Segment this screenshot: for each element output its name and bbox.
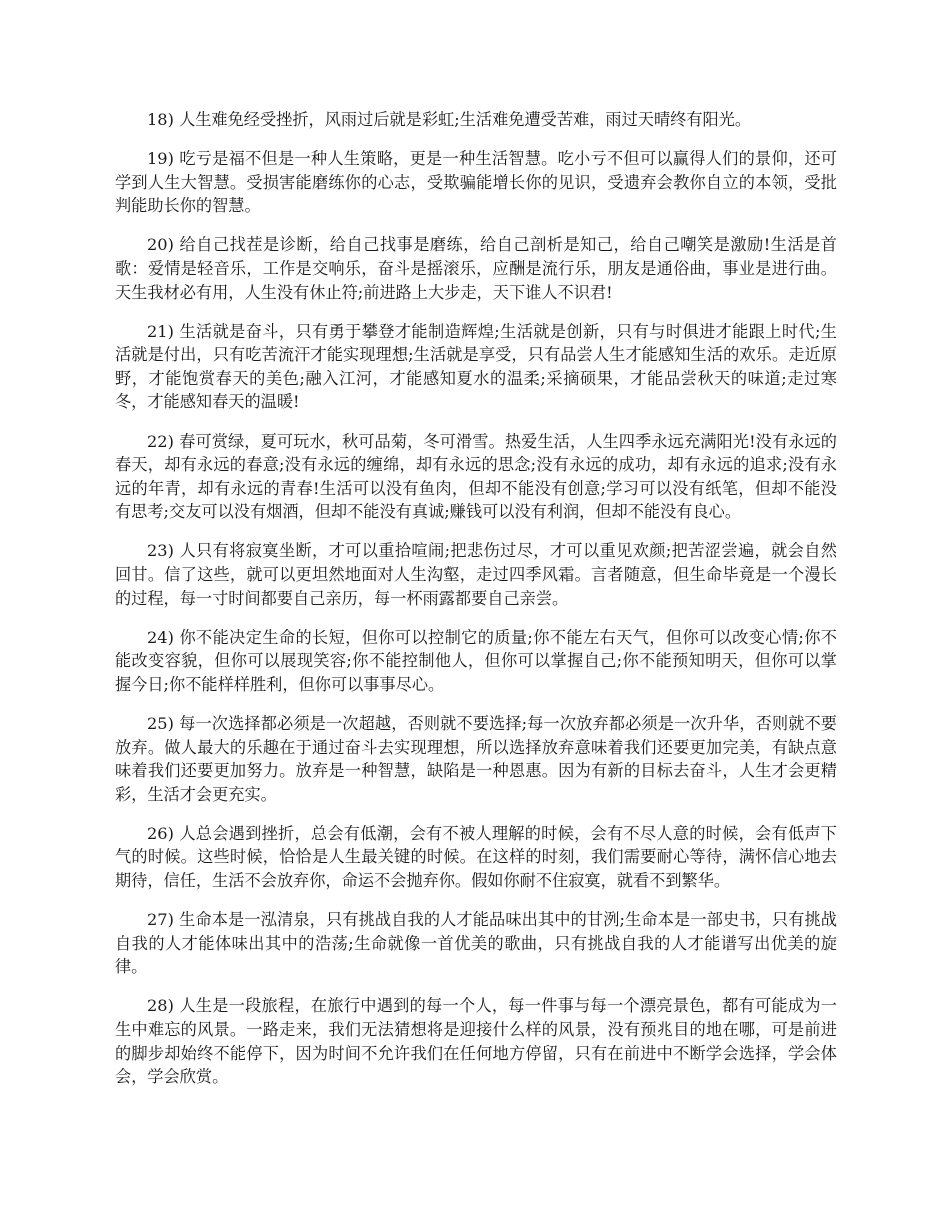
document-body xyxy=(115,108,837,1104)
paragraph-25: 25) 每一次选择都必须是一次超越，否则就不要选择;每一次放弃都必须是一次升华，否则就不要放弃。做人最大的乐趣在于通过奋斗去实现理想，所以选择放弃意味着我们还要更加完美，有缺点意味着我们还要更加努力。放弃是一种智慧，缺陷是一种恩惠。因为有新的目标去奋斗，人生才会更精彩，生活才会更充实。 xyxy=(115,713,837,804)
paragraph-26: 26) 人总会遇到挫折，总会有低潮，会有不被人理解的时候，会有不尽人意的时候，会有低声下气的时候。这些时候，恰恰是人生最关键的时候。在这样的时刻，我们需要耐心等待，满怀信心地去期待，信任，生活不会放弃你，命运不会抛弃你。假如你耐不住寂寞，就看不到繁华。 xyxy=(115,823,837,891)
paragraph-23: 23) 人只有将寂寞坐断，才可以重拾喧闹;把悲伤过尽，才可以重见欢颜;把苦涩尝遍，就会自然回甘。信了这些，就可以更坦然地面对人生沟壑，走过四季风霜。言者随意，但生命毕竟是一个漫长的过程，每一寸时间都要自己亲历，每一杯雨露都要自己亲尝。 xyxy=(115,541,837,608)
paragraph-21: 21) 生活就是奋斗，只有勇于攀登才能制造辉煌;生活就是创新，只有与时俱进才能跟上时代;生活就是付出，只有吃苦流汗才能实现理想;生活就是享受，只有品尝人生才能感知生活的欢乐。走近原野，才能饱赏春天的美色;融入江河，才能感知夏水的温柔;采摘硕果，才能品尝秋天的味道;走过寒冬，才能感知春天的温暖! xyxy=(115,321,837,412)
paragraph-24: 24) 你不能决定生命的长短，但你可以控制它的质量;你不能左右天气，但你可以改变心情;你不能改变容貌，但你可以展现笑容;你不能控制他人，但你可以掌握自己;你不能预知明天，但你可以掌握今日;你不能样样胜利，但你可以事事尽心。 xyxy=(115,627,837,694)
paragraph-19: 19) 吃亏是福不但是一种人生策略，更是一种生活智慧。吃小亏不但可以赢得人们的景仰，还可学到人生大智慧。受损害能磨练你的心志，受欺骗能增长你的见识，受遗弃会教你自立的本领，受批判能助长你的智慧。 xyxy=(115,149,837,216)
paragraph-27: 27) 生命本是一泓清泉，只有挑战自我的人才能品味出其中的甘洌;生命本是一部史书，只有挑战自我的人才能体味出其中的浩荡;生命就像一首优美的歌曲，只有挑战自我的人才能谱写出优美的旋律。 xyxy=(115,910,837,977)
paragraph-20: 20) 给自己找茬是诊断，给自己找事是磨练，给自己剖析是知己，给自己嘲笑是激励!生活是首歌：爱情是轻音乐，工作是交响乐，奋斗是摇滚乐，应酬是流行乐，朋友是通俗曲，事业是进行曲。天生我材必有用，人生没有休止符;前进路上大步走，天下谁人不识君! xyxy=(115,235,837,302)
paragraph-18: 18) 人生难免经受挫折，风雨过后就是彩虹;生活难免遭受苦难，雨过天晴终有阳光。 xyxy=(147,110,752,129)
paragraph-22: 22) 春可赏绿，夏可玩水，秋可品菊，冬可滑雪。热爱生活，人生四季永远充满阳光!没有永远的春天，却有永远的春意;没有永远的缠绵，却有永远的思念;没有永远的成功，却有永远的追求;没有永远的年青，却有永远的青春!生活可以没有鱼肉，但却不能没有创意;学习可以没有纸笔，但却不能没有思考;交友可以没有烟酒，但却不能没有真诚;赚钱可以没有利润，但却不能没有良心。 xyxy=(115,431,837,522)
paragraph-28: 28) 人生是一段旅程，在旅行中遇到的每一个人，每一件事与每一个漂亮景色，都有可能成为一生中难忘的风景。一路走来，我们无法猜想将是迎接什么样的风景，没有预兆目的地在哪，可是前进的脚步却始终不能停下，因为时间不允许我们在任何地方停留，只有在前进中不断学会选择，学会体会，学会欣赏。 xyxy=(115,996,837,1087)
